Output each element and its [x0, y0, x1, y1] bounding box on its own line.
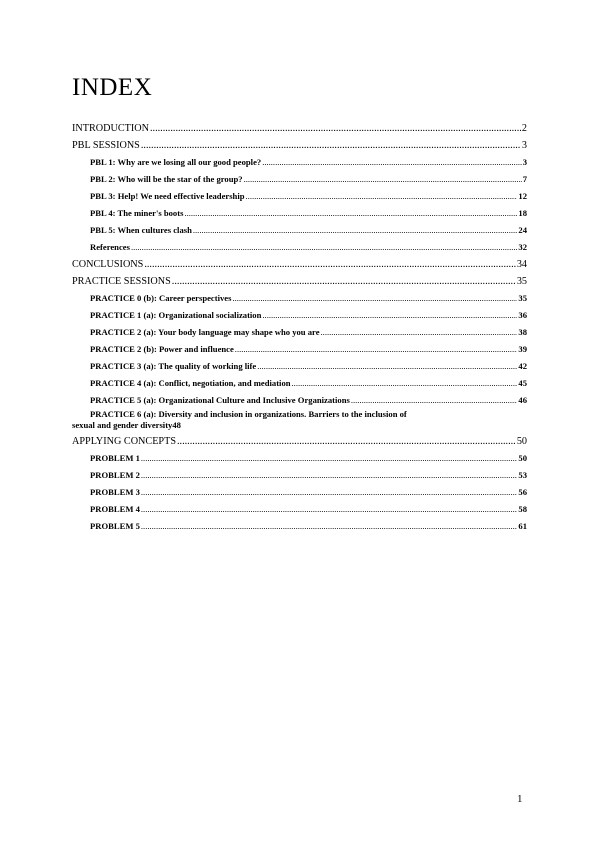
toc-entry-label: PROBLEM 2: [90, 470, 140, 480]
toc-dot-leader: [193, 222, 518, 239]
toc-entry-label: sexual and gender diversity: [72, 420, 173, 430]
toc-dot-leader: [321, 324, 518, 341]
toc-entry-label: INTRODUCTION: [72, 123, 149, 134]
toc-entry[interactable]: [72, 358, 527, 375]
toc-entry[interactable]: [72, 392, 527, 409]
page-number: 1: [517, 793, 523, 805]
toc-entry-page: 42: [518, 361, 527, 371]
toc-entry[interactable]: [72, 239, 527, 256]
toc-entry-page: 3: [522, 157, 527, 167]
toc-entry-label: PRACTICE 3 (a): The quality of working life: [90, 361, 257, 371]
toc-entry-page: 45: [518, 378, 527, 388]
toc-entry-page: 7: [522, 174, 527, 184]
toc-entry-label: PRACTICE SESSIONS: [72, 276, 171, 287]
toc-entry-page: 2: [521, 123, 527, 134]
toc-entry-label: PBL 2: Who will be the star of the group?: [90, 174, 243, 184]
toc-dot-leader: [141, 137, 521, 154]
toc-dot-leader: [262, 154, 522, 171]
toc-dot-leader: [177, 433, 516, 450]
toc-entry-page: 53: [518, 470, 527, 480]
toc-dot-leader: [292, 375, 518, 392]
toc-entry[interactable]: [72, 467, 527, 484]
toc-dot-leader: [172, 273, 516, 290]
toc-entry[interactable]: [72, 341, 527, 358]
toc-entry-label: PROBLEM 3: [90, 487, 140, 497]
toc-entry-page: 24: [518, 225, 527, 235]
toc-dot-leader: [262, 307, 517, 324]
toc-dot-leader: [141, 501, 518, 518]
toc-dot-leader: [141, 450, 518, 467]
toc-entry[interactable]: [72, 154, 527, 171]
toc-entry-page: 56: [518, 487, 527, 497]
toc-entry-label: PROBLEM 5: [90, 521, 140, 531]
toc-entry-page: 34: [516, 259, 527, 270]
toc-entry-label: APPLYING CONCEPTS: [72, 436, 176, 447]
toc-entry-page: 36: [518, 310, 527, 320]
toc-entry-page: 38: [518, 327, 527, 337]
toc-entry-page: 12: [518, 191, 527, 201]
toc-entry-page: 50: [518, 453, 527, 463]
toc-entry-label: References: [90, 242, 130, 252]
toc-entry-page: 58: [518, 504, 527, 514]
toc-entry-page: 61: [518, 521, 527, 531]
toc-entry-label: PRACTICE 2 (a): Your body language may shape who you are: [90, 327, 320, 337]
toc-entry[interactable]: [72, 324, 527, 341]
toc-entry[interactable]: [72, 188, 527, 205]
toc-section[interactable]: [72, 256, 527, 273]
table-of-contents: [72, 120, 527, 535]
toc-entry-page: 32: [518, 242, 527, 252]
toc-section[interactable]: [72, 273, 527, 290]
toc-entry-page: 39: [518, 344, 527, 354]
toc-dot-leader: [351, 392, 518, 409]
toc-entry[interactable]: [72, 375, 527, 392]
toc-entry[interactable]: [72, 484, 527, 501]
toc-dot-leader: [150, 120, 521, 137]
toc-entry-label: PRACTICE 6 (a): Diversity and inclusion in organizations. Barriers to the inclusion of: [90, 409, 407, 419]
toc-entry-label: PRACTICE 1 (a): Organizational socialization: [90, 310, 262, 320]
toc-section[interactable]: [72, 120, 527, 137]
toc-entry-label: PRACTICE 4 (a): Conflict, negotiation, and mediation: [90, 378, 291, 388]
toc-entry-label: PRACTICE 5 (a): Organizational Culture and Inclusive Organizations: [90, 395, 350, 405]
toc-entry-label: PBL 3: Help! We need effective leadership: [90, 191, 245, 201]
toc-dot-leader: [257, 358, 517, 375]
toc-entry[interactable]: [72, 222, 527, 239]
toc-entry-page: 50: [516, 436, 527, 447]
toc-section[interactable]: [72, 433, 527, 450]
toc-entry-label: PRACTICE 2 (b): Power and influence: [90, 344, 234, 354]
index-title: INDEX: [72, 74, 153, 101]
toc-entry-label: PRACTICE 0 (b): Career perspectives: [90, 293, 232, 303]
toc-entry-page: 18: [518, 208, 527, 218]
toc-entry[interactable]: [72, 171, 527, 188]
toc-dot-leader: [131, 239, 517, 256]
toc-entry-label: PBL 1: Why are we losing all our good people?: [90, 157, 262, 167]
toc-dot-leader: [244, 171, 522, 188]
toc-entry-label: PBL 5: When cultures clash: [90, 225, 192, 235]
toc-section[interactable]: [72, 137, 527, 154]
toc-entry[interactable]: [72, 290, 527, 307]
toc-entry-label: PBL 4: The miner's boots: [90, 208, 184, 218]
toc-dot-leader: [184, 205, 517, 222]
toc-entry-page: 46: [518, 395, 527, 405]
toc-dot-leader: [246, 188, 518, 205]
toc-entry[interactable]: [72, 518, 527, 535]
toc-dot-leader: [235, 341, 518, 358]
toc-entry-page: 3: [521, 140, 527, 151]
toc-entry[interactable]: [72, 450, 527, 467]
toc-entry-label: PBL SESSIONS: [72, 140, 140, 151]
toc-entry[interactable]: [72, 409, 527, 433]
toc-entry[interactable]: [72, 205, 527, 222]
toc-entry-label: PROBLEM 1: [90, 453, 140, 463]
toc-entry-label: PROBLEM 4: [90, 504, 140, 514]
toc-entry-label: CONCLUSIONS: [72, 259, 144, 270]
toc-entry-page: 35: [518, 293, 527, 303]
toc-dot-leader: [232, 290, 517, 307]
toc-dot-leader: [144, 256, 515, 273]
toc-dot-leader: [141, 484, 518, 501]
toc-entry[interactable]: [72, 501, 527, 518]
toc-entry-page: 48: [172, 420, 181, 430]
toc-entry-page: 35: [516, 276, 527, 287]
toc-dot-leader: [141, 518, 518, 535]
toc-entry[interactable]: [72, 307, 527, 324]
toc-dot-leader: [141, 467, 518, 484]
